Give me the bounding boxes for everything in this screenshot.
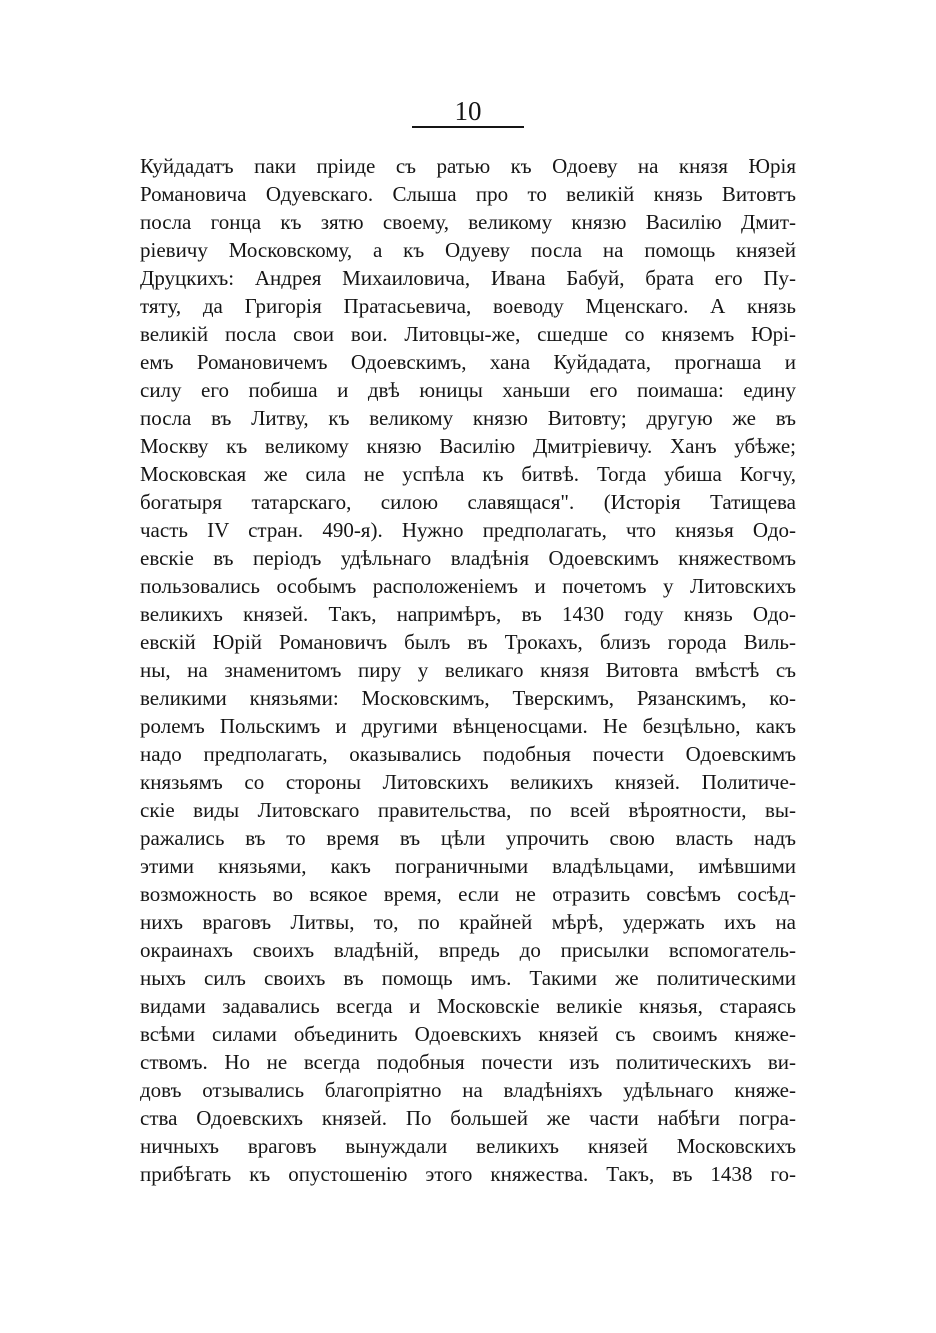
text-line: Москву къ великому князю Василiю Дмитрiевичу. Ханъ убѣже; — [140, 434, 796, 458]
text-line: ны, на знаменитомъ пиру у великаго князя Витовта вмѣстѣ съ — [140, 658, 796, 682]
text-line: посла въ Литву, къ великому князю Витовту; другую же въ — [140, 406, 796, 430]
text-line: великiй посла свои вои. Литовцы-же, сшедше со княземъ Юрi- — [140, 322, 796, 346]
text-line: ничныхъ враговъ вынуждали великихъ князей Московскихъ — [140, 1134, 796, 1158]
text-line: великихъ князей. Такъ, напримѣръ, въ 1430 году князь Одо- — [140, 602, 796, 626]
text-line: князьямъ со стороны Литовскихъ великихъ князей. Политиче- — [140, 770, 796, 794]
text-line: ствомъ. Но не всегда подобныя почести изъ политическихъ ви- — [140, 1050, 796, 1074]
text-line: этими князьями, какъ пограничными владѣльцами, имѣвшими — [140, 854, 796, 878]
text-line: часть IV стран. 490-я). Нужно предполагать, что князья Одо- — [140, 518, 796, 542]
body-text — [140, 152, 796, 1188]
text-line: посла гонца къ зятю своему, великому князю Василiю Дмит- — [140, 210, 796, 234]
text-line: окраинахъ своихъ владѣнiй, впредь до присылки вспомогатель- — [140, 938, 796, 962]
text-line: богатыря татарскаго, силою славящася". (Исторiя Татищева — [140, 490, 796, 514]
text-line: ролемъ Польскимъ и другими вѣнценосцами. Не безцѣльно, какъ — [140, 714, 796, 738]
text-line: пользовались особымъ расположенiемъ и почетомъ у Литовскихъ — [140, 574, 796, 598]
text-line: видами задавались всегда и Московскiе великiе князья, стараясь — [140, 994, 796, 1018]
text-line: прибѣгать къ опустошенiю этого княжества. Такъ, въ 1438 го- — [140, 1162, 796, 1186]
text-line: скiе виды Литовскаго правительства, по всей вѣроятности, вы- — [140, 798, 796, 822]
text-line: тяту, да Григорiя Пратасьевича, воеводу Мценскаго. А князь — [140, 294, 796, 318]
text-line: ныхъ силъ своихъ въ помощь имъ. Такими же политическими — [140, 966, 796, 990]
text-line: Куйдадатъ паки прiиде съ ратью къ Одоеву на князя Юрiя — [140, 154, 796, 178]
text-line: ства Одоевскихъ князей. По большей же части набѣги погра- — [140, 1106, 796, 1130]
page-number: 10 — [454, 96, 482, 126]
text-line: емъ Романовичемъ Одоевскимъ, хана Куйдадата, прогнаша и — [140, 350, 796, 374]
text-line: Друцкихъ: Андрея Михаиловича, Ивана Бабуй, брата его Пу- — [140, 266, 796, 290]
text-line: великими князьями: Московскимъ, Тверскимъ, Рязанскимъ, ко- — [140, 686, 796, 710]
text-line: евскiй Юрiй Романовичъ былъ въ Трокахъ, близъ города Виль- — [140, 630, 796, 654]
text-line: довъ отзывались благопрiятно на владѣнiяхъ удѣльнаго княже- — [140, 1078, 796, 1102]
text-line: возможность во всякое время, если не отразить совсѣмъ сосѣд- — [140, 882, 796, 906]
text-line: силу его побиша и двѣ юницы ханьши его поимаша: едину — [140, 378, 796, 402]
text-line: Московская же сила не успѣла къ битвѣ. Тогда убиша Когчу, — [140, 462, 796, 486]
text-line: рiевичу Московскому, а къ Одуеву посла на помощь князей — [140, 238, 796, 262]
text-line: Романовича Одуевскаго. Слыша про то великiй князь Витовтъ — [140, 182, 796, 206]
text-line: надо предполагать, оказывались подобныя почести Одоевскимъ — [140, 742, 796, 766]
text-line: ражались въ то время въ цѣли упрочить свою власть надъ — [140, 826, 796, 850]
text-line: всѣми силами объединить Одоевскихъ князей съ своимъ княже- — [140, 1022, 796, 1046]
text-line: евскiе въ перiодъ удѣльнаго владѣнiя Одоевскимъ княжествомъ — [140, 546, 796, 570]
text-line: нихъ враговъ Литвы, то, по крайней мѣрѣ, удержать ихъ на — [140, 910, 796, 934]
page-number-rule — [412, 126, 524, 128]
